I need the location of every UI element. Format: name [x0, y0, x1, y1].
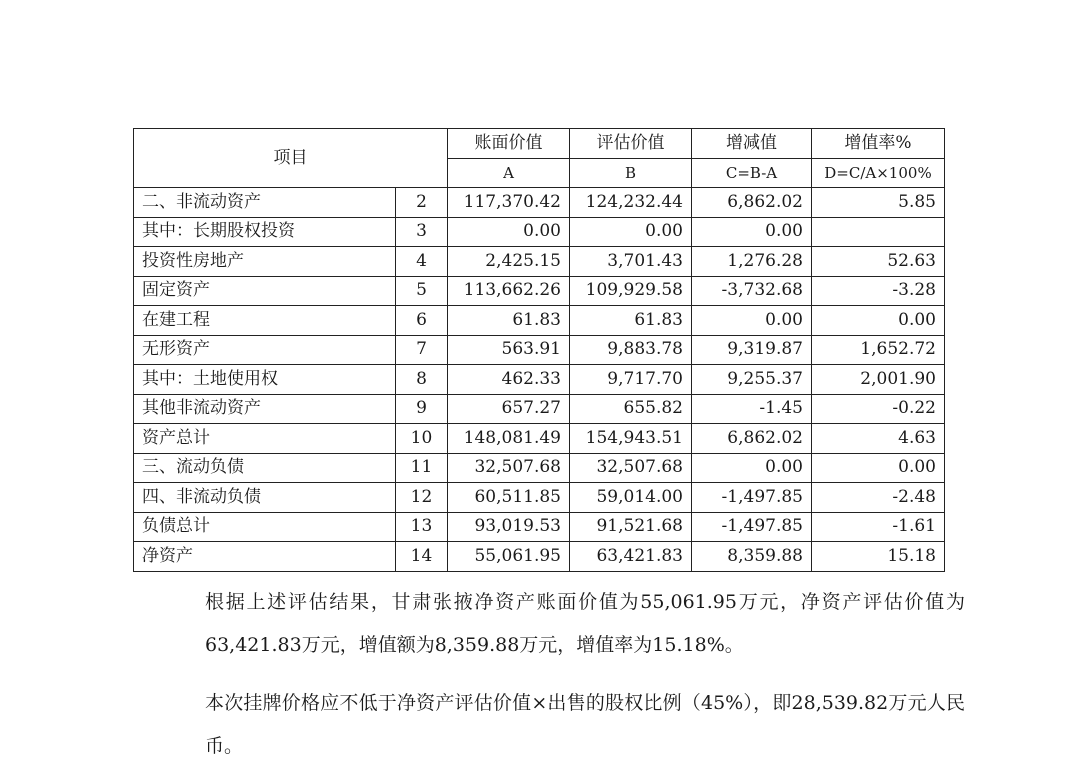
row-appraised-value: 154,943.51 — [570, 424, 692, 454]
row-book-value: 32,507.68 — [448, 453, 570, 483]
header-appraised-value: 评估价值 — [570, 129, 692, 159]
row-book-value: 657.27 — [448, 394, 570, 424]
row-index: 2 — [396, 188, 448, 218]
row-index: 4 — [396, 247, 448, 277]
row-item: 二、非流动资产 — [134, 188, 396, 218]
row-index: 13 — [396, 512, 448, 542]
row-index: 3 — [396, 217, 448, 247]
row-appraised-value: 0.00 — [570, 217, 692, 247]
row-growth-rate: 4.63 — [812, 424, 945, 454]
row-growth-rate: -2.48 — [812, 483, 945, 513]
conclusion-paragraph: 根据上述评估结果，甘肃张掖净资产账面价值为55,061.95万元，净资产评估价值为63,421.83万元，增值额为8,359.88万元，增值率为15.18%。 — [205, 591, 965, 656]
row-appraised-value: 655.82 — [570, 394, 692, 424]
row-appraised-value: 61.83 — [570, 306, 692, 336]
header-growth-rate: 增值率% — [812, 129, 945, 159]
header-sub-b: B — [570, 158, 692, 188]
row-growth-rate: 0.00 — [812, 453, 945, 483]
header-sub-c: C=B-A — [692, 158, 812, 188]
row-book-value: 61.83 — [448, 306, 570, 336]
row-index: 14 — [396, 542, 448, 572]
row-index: 8 — [396, 365, 448, 395]
row-item: 固定资产 — [134, 276, 396, 306]
row-item: 净资产 — [134, 542, 396, 572]
row-book-value: 563.91 — [448, 335, 570, 365]
header-item: 项目 — [134, 129, 448, 188]
row-growth-rate: 2,001.90 — [812, 365, 945, 395]
table-row — [134, 306, 945, 336]
table-row — [134, 512, 945, 542]
row-item: 无形资产 — [134, 335, 396, 365]
row-growth-rate: -1.61 — [812, 512, 945, 542]
valuation-table — [133, 128, 945, 572]
row-change-value: -3,732.68 — [692, 276, 812, 306]
table-row — [134, 188, 945, 218]
valuation-table-body — [134, 129, 945, 572]
header-row-top — [134, 129, 945, 159]
row-change-value: 6,862.02 — [692, 424, 812, 454]
row-change-value: -1,497.85 — [692, 512, 812, 542]
row-book-value: 60,511.85 — [448, 483, 570, 513]
row-growth-rate: -0.22 — [812, 394, 945, 424]
row-book-value: 0.00 — [448, 217, 570, 247]
row-item: 资产总计 — [134, 424, 396, 454]
row-growth-rate: -3.28 — [812, 276, 945, 306]
header-change-value: 增减值 — [692, 129, 812, 159]
header-sub-a: A — [448, 158, 570, 188]
table-row — [134, 453, 945, 483]
row-index: 5 — [396, 276, 448, 306]
row-item: 四、非流动负债 — [134, 483, 396, 513]
table-row — [134, 247, 945, 277]
row-appraised-value: 109,929.58 — [570, 276, 692, 306]
row-index: 6 — [396, 306, 448, 336]
row-growth-rate: 52.63 — [812, 247, 945, 277]
row-change-value: 0.00 — [692, 453, 812, 483]
row-change-value: 9,255.37 — [692, 365, 812, 395]
row-book-value: 2,425.15 — [448, 247, 570, 277]
row-appraised-value: 63,421.83 — [570, 542, 692, 572]
row-change-value: 0.00 — [692, 306, 812, 336]
row-change-value: 6,862.02 — [692, 188, 812, 218]
header-sub-d: D=C/A×100% — [812, 158, 945, 188]
row-book-value: 55,061.95 — [448, 542, 570, 572]
table-row — [134, 424, 945, 454]
header-book-value: 账面价值 — [448, 129, 570, 159]
row-index: 12 — [396, 483, 448, 513]
row-item: 投资性房地产 — [134, 247, 396, 277]
row-index: 9 — [396, 394, 448, 424]
table-row — [134, 217, 945, 247]
row-change-value: -1,497.85 — [692, 483, 812, 513]
row-appraised-value: 124,232.44 — [570, 188, 692, 218]
row-book-value: 462.33 — [448, 365, 570, 395]
row-change-value: 8,359.88 — [692, 542, 812, 572]
row-change-value: 9,319.87 — [692, 335, 812, 365]
row-appraised-value: 9,717.70 — [570, 365, 692, 395]
row-item: 其中：长期股权投资 — [134, 217, 396, 247]
table-row — [134, 365, 945, 395]
table-row — [134, 542, 945, 572]
row-growth-rate: 0.00 — [812, 306, 945, 336]
row-change-value: 1,276.28 — [692, 247, 812, 277]
row-appraised-value: 91,521.68 — [570, 512, 692, 542]
row-change-value: -1.45 — [692, 394, 812, 424]
row-growth-rate: 5.85 — [812, 188, 945, 218]
row-index: 7 — [396, 335, 448, 365]
row-item: 其中：土地使用权 — [134, 365, 396, 395]
row-growth-rate: 15.18 — [812, 542, 945, 572]
row-book-value: 93,019.53 — [448, 512, 570, 542]
row-appraised-value: 32,507.68 — [570, 453, 692, 483]
row-index: 11 — [396, 453, 448, 483]
row-appraised-value: 59,014.00 — [570, 483, 692, 513]
row-item: 其他非流动资产 — [134, 394, 396, 424]
row-book-value: 117,370.42 — [448, 188, 570, 218]
row-appraised-value: 3,701.43 — [570, 247, 692, 277]
table-row — [134, 276, 945, 306]
row-growth-rate — [812, 217, 945, 247]
table-row — [134, 483, 945, 513]
row-book-value: 113,662.26 — [448, 276, 570, 306]
listing-price-paragraph: 本次挂牌价格应不低于净资产评估价值×出售的股权比例（45%），即28,539.82万元人民币。 — [205, 692, 965, 757]
row-growth-rate: 1,652.72 — [812, 335, 945, 365]
row-item: 三、流动负债 — [134, 453, 396, 483]
row-appraised-value: 9,883.78 — [570, 335, 692, 365]
row-item: 负债总计 — [134, 512, 396, 542]
row-book-value: 148,081.49 — [448, 424, 570, 454]
table-row — [134, 335, 945, 365]
row-change-value: 0.00 — [692, 217, 812, 247]
row-index: 10 — [396, 424, 448, 454]
table-row — [134, 394, 945, 424]
row-item: 在建工程 — [134, 306, 396, 336]
